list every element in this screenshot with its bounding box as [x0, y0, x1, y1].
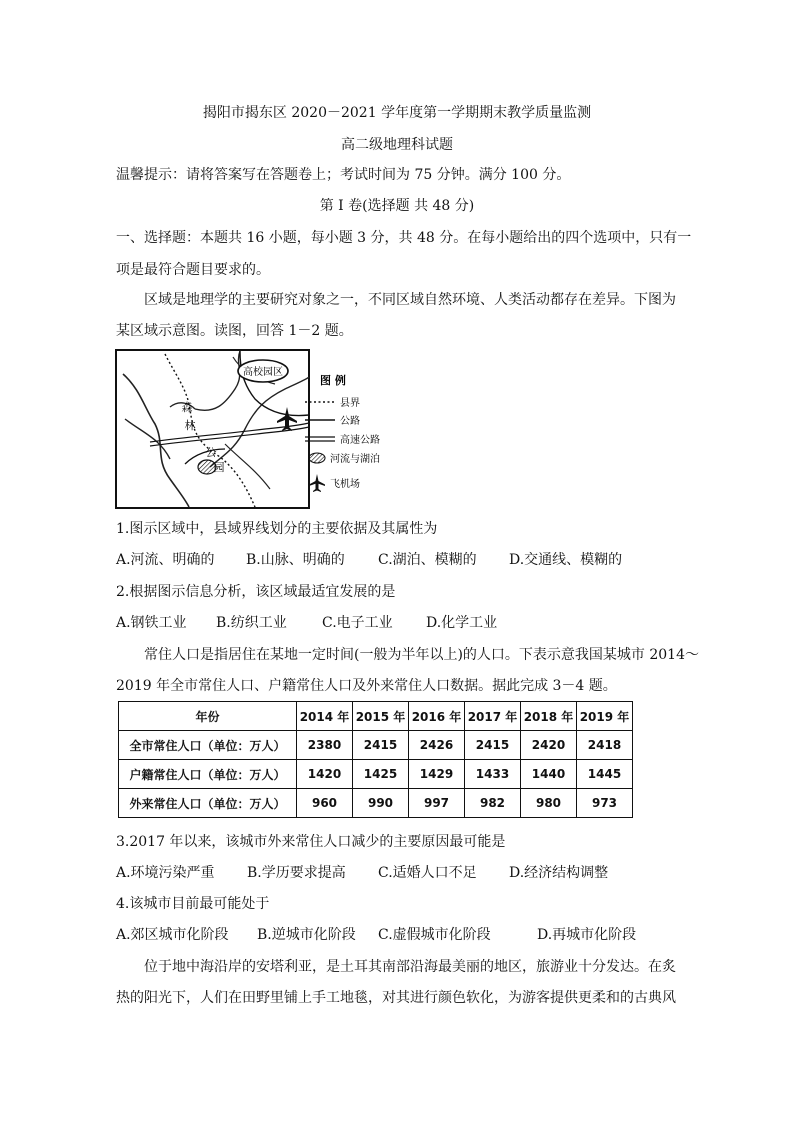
table-cell: 2415 [465, 731, 521, 760]
q4-option-d[interactable]: D.再城市化阶段 [537, 927, 637, 943]
table-row-label: 户籍常住人口（单位：万人） [119, 760, 297, 789]
table-cell: 997 [409, 789, 465, 818]
q4-option-a[interactable]: A.郊区城市化阶段 [116, 927, 229, 943]
passage2-line-2: 2019 年全市常住人口、户籍常住人口及外来常住人口数据。据此完成 3－4 题。 [116, 678, 617, 694]
table-cell: 960 [297, 789, 353, 818]
q1-stem: 1.图示区域中，县域界线划分的主要依据及其属性为 [116, 521, 438, 537]
passage1-line-1: 区域是地理学的主要研究对象之一，不同区域自然环境、人类活动都存在差异。下图为 [144, 292, 676, 308]
q3-stem: 3.2017 年以来，该城市外来常住人口减少的主要原因最可能是 [116, 834, 506, 850]
instructions-line-2: 项是最符合题目要求的。 [116, 262, 270, 278]
table-cell: 1425 [353, 760, 409, 789]
table-row-label: 外来常住人口（单位：万人） [119, 789, 297, 818]
table-cell: 2415 [353, 731, 409, 760]
q3-option-b[interactable]: B.学历要求提高 [247, 865, 346, 881]
park-label-2: 园 [213, 461, 225, 474]
table-row-label: 全市常住人口（单位：万人） [119, 731, 297, 760]
table-cell: 980 [521, 789, 577, 818]
q2-option-b[interactable]: B.纺织工业 [216, 615, 287, 631]
q2-option-a[interactable]: A.钢铁工业 [116, 615, 187, 631]
legend-item-river-lake: 河流与湖泊 [330, 454, 380, 465]
passage3-line-1: 位于地中海沿岸的安塔利亚，是土耳其南部沿海最美丽的地区，旅游业十分发达。在炙 [144, 959, 676, 975]
forest-label-2: 林 [184, 419, 196, 432]
table-cell: 2420 [521, 731, 577, 760]
q2-stem: 2.根据图示信息分析，该区域最适宜发展的是 [116, 584, 396, 600]
table-cell: 2426 [409, 731, 465, 760]
q3-option-c[interactable]: C.适婚人口不足 [378, 865, 477, 881]
passage1-line-2: 某区域示意图。读图，回答 1－2 题。 [116, 323, 353, 339]
passage2-line-1: 常住人口是指居住在某地一定时间(一般为半年以上)的人口。下表示意我国某城市 2014～ [144, 647, 700, 663]
legend-title: 图 例 [320, 374, 346, 387]
table-header-cell: 2019 年 [577, 702, 633, 731]
exam-title: 揭阳市揭东区 2020－2021 学年度第一学期期末教学质量监测 [202, 105, 592, 121]
exam-subtitle: 高二级地理科试题 [341, 137, 453, 153]
table-row [119, 760, 633, 789]
legend-item-expressway: 高速公路 [340, 435, 380, 446]
table-cell: 973 [577, 789, 633, 818]
table-cell: 1420 [297, 760, 353, 789]
legend-item-road: 公路 [340, 416, 360, 427]
legend-item-boundary: 县界 [340, 398, 360, 409]
park-label-1: 公 [205, 446, 217, 459]
exam-tip: 温馨提示：请将答案写在答题卷上；考试时间为 75 分钟。满分 100 分。 [116, 167, 571, 183]
table-cell: 1440 [521, 760, 577, 789]
table-cell: 1433 [465, 760, 521, 789]
q3-option-d[interactable]: D.经济结构调整 [509, 865, 609, 881]
table-cell: 982 [465, 789, 521, 818]
passage3-line-2: 热的阳光下，人们在田野里铺上手工地毯，对其进行颜色软化，为游客提供更柔和的古典风 [116, 990, 676, 1006]
campus-label: 高校园区 [243, 367, 283, 378]
q4-option-c[interactable]: C.虚假城市化阶段 [378, 927, 491, 943]
instructions-line-1: 一、选择题：本题共 16 小题，每小题 3 分，共 48 分。在每小题给出的四个选项中，只有一 [116, 230, 692, 246]
table-header-cell: 2014 年 [297, 702, 353, 731]
q2-option-c[interactable]: C.电子工业 [322, 615, 393, 631]
q4-stem: 4.该城市目前最可能处于 [116, 896, 270, 912]
table-header-cell: 2017 年 [465, 702, 521, 731]
q1-option-c[interactable]: C.湖泊、模糊的 [378, 552, 477, 568]
legend-airport-icon [309, 474, 325, 492]
q4-option-b[interactable]: B.逆城市化阶段 [257, 927, 356, 943]
table-header-row [119, 702, 633, 731]
table-cell: 1429 [409, 760, 465, 789]
q3-option-a[interactable]: A.环境污染严重 [116, 865, 215, 881]
q1-option-b[interactable]: B.山脉、明确的 [246, 552, 345, 568]
map-legend [300, 370, 420, 500]
table-cell: 1445 [577, 760, 633, 789]
table-cell: 2418 [577, 731, 633, 760]
q1-option-d[interactable]: D.交通线、模糊的 [509, 552, 623, 568]
forest-label-1: 森 [181, 401, 193, 414]
table-header-cell: 2015 年 [353, 702, 409, 731]
legend-lake-symbol [309, 453, 325, 463]
q1-option-a[interactable]: A.河流、明确的 [116, 552, 215, 568]
region-map [115, 349, 310, 509]
population-table [118, 701, 633, 818]
table-cell: 990 [353, 789, 409, 818]
section-title: 第 I 卷(选择题 共 48 分) [319, 198, 475, 214]
table-row [119, 789, 633, 818]
table-cell: 2380 [297, 731, 353, 760]
table-header-cell: 2018 年 [521, 702, 577, 731]
table-header-cell: 2016 年 [409, 702, 465, 731]
table-row [119, 731, 633, 760]
legend-item-airport: 飞机场 [330, 479, 360, 490]
table-header-cell: 年份 [119, 702, 297, 731]
q2-option-d[interactable]: D.化学工业 [426, 615, 498, 631]
